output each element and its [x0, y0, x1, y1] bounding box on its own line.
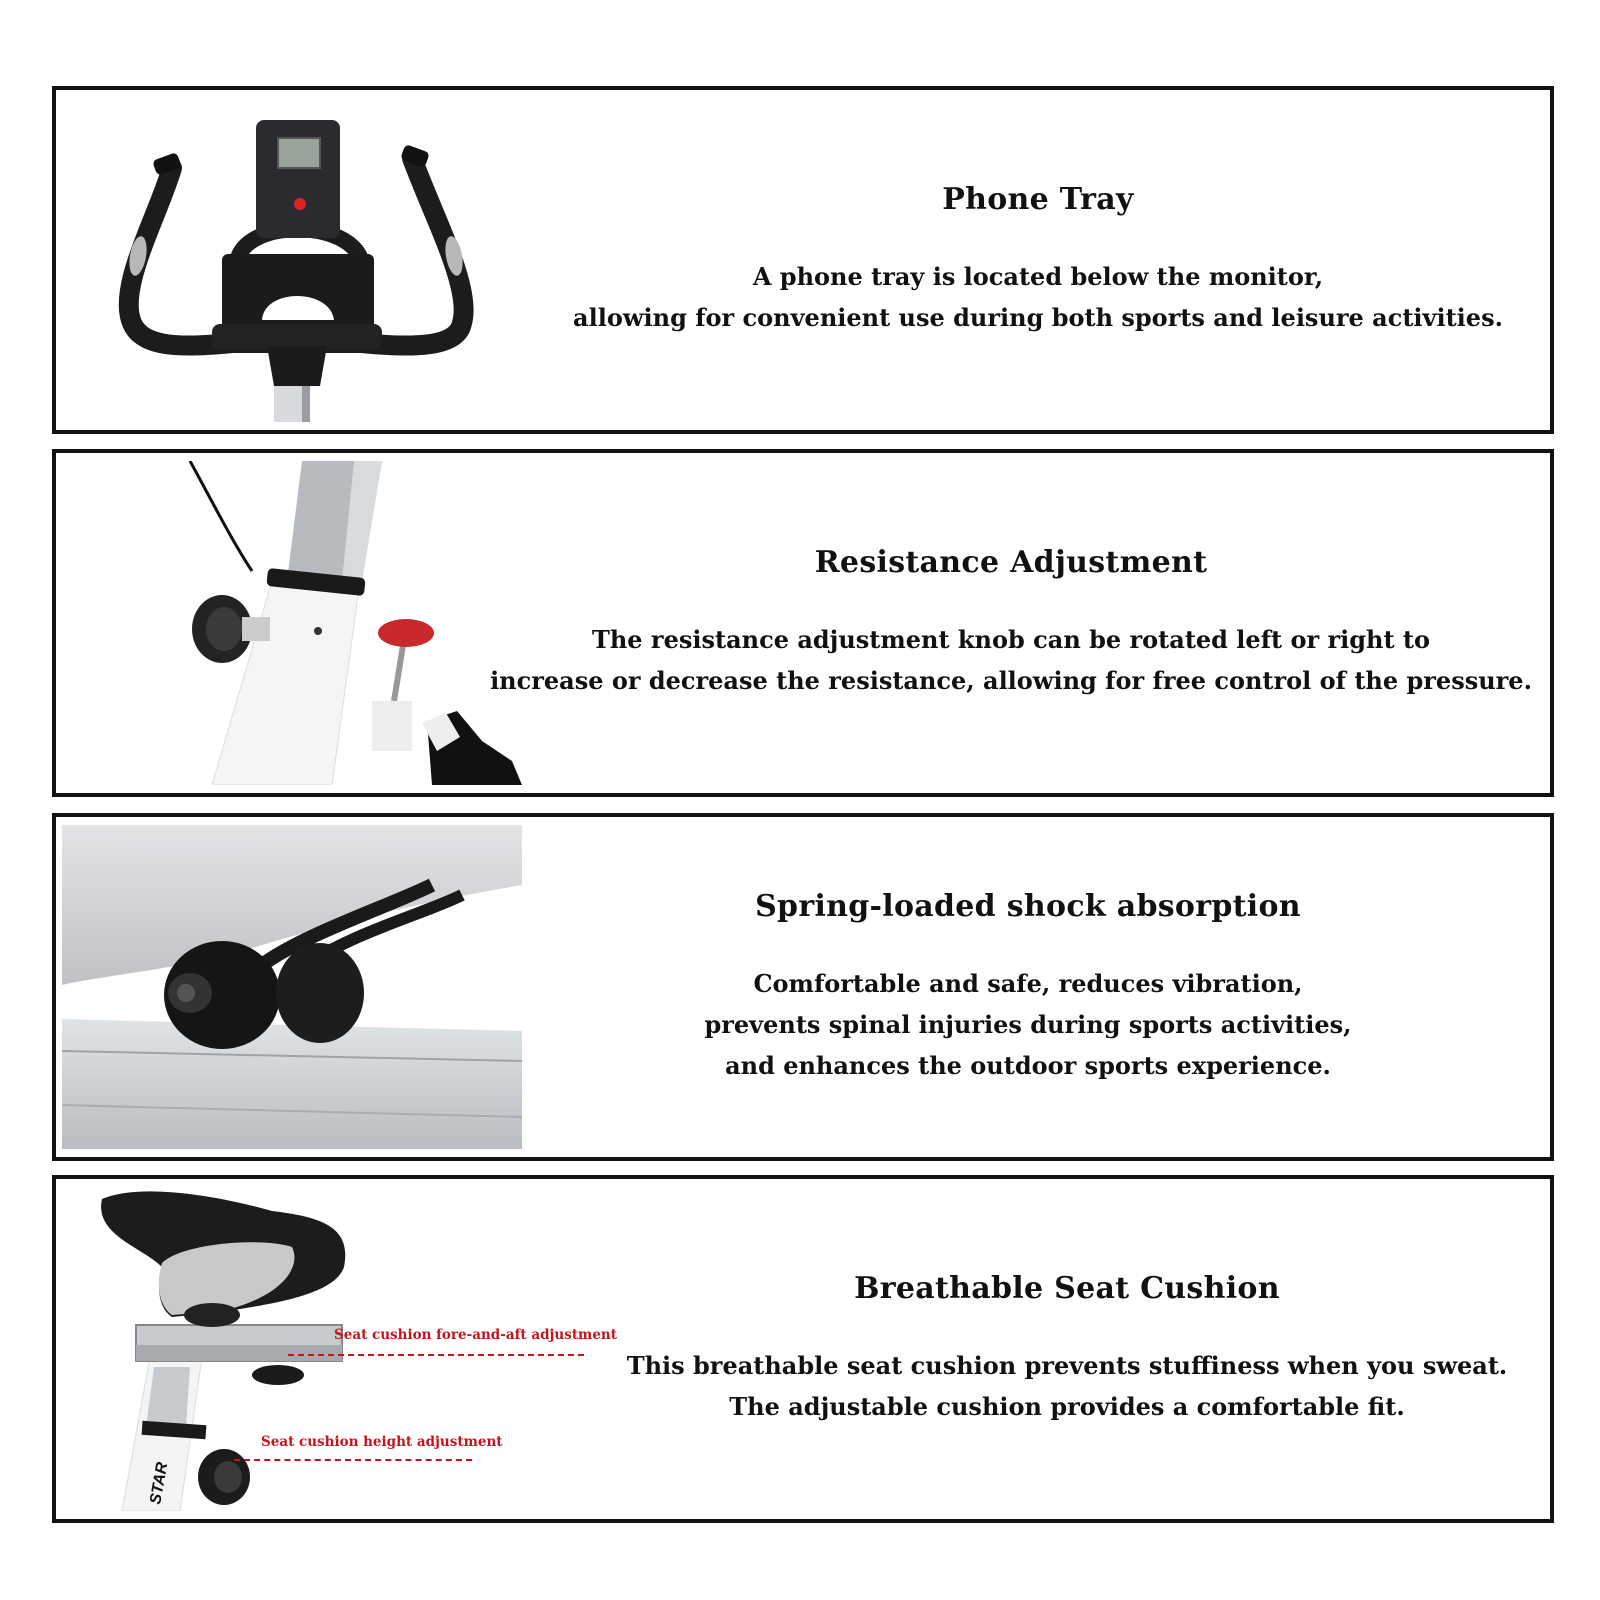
callout-height: Seat cushion height adjustment [261, 1434, 503, 1450]
feature-text [536, 90, 1540, 430]
feature-panel-resistance [52, 449, 1554, 797]
feature-text [656, 817, 1400, 1157]
description-line: The adjustable cushion provides a comfortable fit. [729, 1392, 1405, 1421]
description-line: prevents spinal injuries during sports activities, [704, 1009, 1352, 1039]
description-line: The resistance adjustment knob can be rotated left or right to [592, 625, 1430, 654]
feature-text [476, 453, 1546, 793]
feature-title: Phone Tray [942, 182, 1134, 217]
feature-text [596, 1179, 1538, 1519]
resistance-knob-icon [62, 461, 522, 785]
description-line: A phone tray is located below the monitor, [752, 262, 1324, 291]
seat-spring-icon [62, 825, 522, 1149]
description-line: Comfortable and safe, reduces vibration, [753, 968, 1303, 998]
feature-description [573, 256, 1503, 338]
description-line: allowing for convenient use during both sports and leisure activities. [573, 303, 1503, 332]
handlebar-monitor-icon [62, 98, 522, 422]
feature-title: Resistance Adjustment [814, 545, 1208, 580]
feature-panel-shock-absorption [52, 813, 1554, 1161]
feature-panel-seat-cushion [52, 1175, 1554, 1523]
callout-fore-aft: Seat cushion fore-and-aft adjustment [334, 1327, 617, 1343]
feature-description [627, 1345, 1508, 1427]
description-line: This breathable seat cushion prevents stuffiness when you sweat. [626, 1351, 1508, 1380]
feature-title: Breathable Seat Cushion [854, 1271, 1280, 1306]
description-line: and enhances the outdoor sports experience. [725, 1050, 1331, 1080]
callout-fore-aft-line [288, 1354, 584, 1356]
description-line: increase or decrease the resistance, allowing for free control of the pressure. [490, 666, 1532, 695]
feature-panel-phone-tray [52, 86, 1554, 434]
callout-height-line [234, 1459, 472, 1461]
feature-title: Spring-loaded shock absorption [755, 888, 1301, 924]
feature-description [704, 963, 1351, 1086]
feature-description [490, 619, 1532, 701]
frame-brand-text: STAR [147, 1461, 172, 1506]
seat-cushion-icon [62, 1187, 522, 1511]
